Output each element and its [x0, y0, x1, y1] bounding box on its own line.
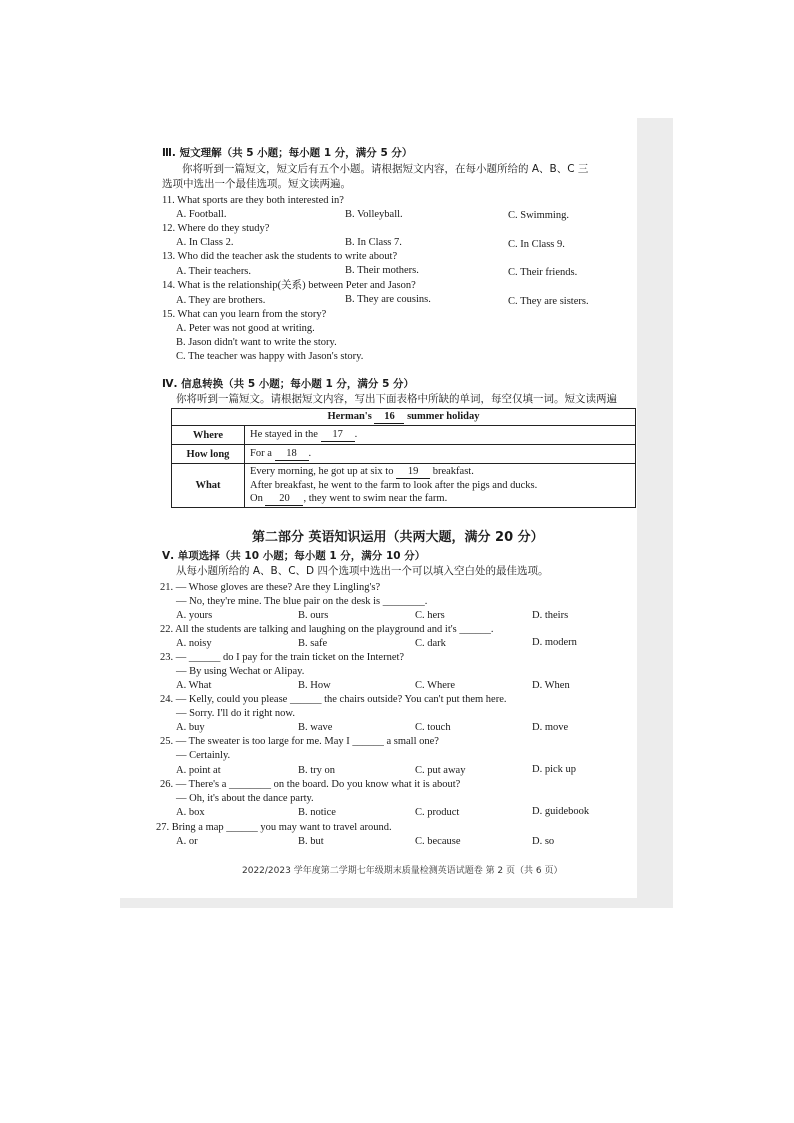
option-14-c: C. They are sisters. — [508, 296, 589, 307]
option-11-c: C. Swimming. — [508, 210, 569, 221]
row-value-how-long: For a 18 . — [245, 445, 636, 464]
question-14: 14. What is the relationship(关系) between Peter and Jason? — [162, 280, 416, 291]
row-label-where: Where — [172, 426, 245, 445]
section-3-instruction: 你将听到一篇短文，短文后有五个小题。请根据短文内容，在每小题所给的 A、B、C 三 — [182, 163, 589, 175]
row-label-what: What — [172, 464, 245, 508]
row-label-how-long: How long — [172, 445, 245, 464]
option-21-d: D. theirs — [532, 610, 569, 621]
what-line-3-post: , they went to swim near the farm. — [303, 493, 448, 504]
option-14-b: B. They are cousins. — [345, 294, 431, 305]
what-line-1 — [250, 465, 630, 479]
option-25-b: B. try on — [298, 765, 336, 776]
section-4-instruction: 你将听到一篇短文。请根据短文内容，写出下面表格中所缺的单词，每空仅填一词。短文读两遍 — [176, 393, 617, 405]
what-line-3 — [250, 492, 630, 506]
section-3-instruction-cont: 选项中选出一个最佳选项。短文读两遍。 — [162, 178, 351, 190]
question-26-reply: — Oh, it's about the dance party. — [176, 793, 314, 804]
option-27-c: C. because — [415, 836, 461, 847]
option-26-d: D. guidebook — [532, 806, 590, 817]
row-value-what — [245, 464, 636, 508]
question-21: 21. — Whose gloves are these? Are they Lingling's? — [160, 582, 381, 593]
option-26-b: B. notice — [298, 807, 336, 818]
option-21-a: A. yours — [176, 610, 213, 621]
option-15-c: C. The teacher was happy with Jason's story. — [176, 351, 364, 362]
option-26-c: C. product — [415, 807, 460, 818]
question-26: 26. — There's a ________ on the board. Do you know what it is about? — [160, 779, 461, 790]
option-25-d: D. pick up — [532, 764, 577, 775]
table-header — [172, 409, 636, 426]
option-12-a: A. In Class 2. — [176, 237, 234, 248]
option-13-c: C. Their friends. — [508, 267, 578, 278]
where-text: He stayed in the — [250, 429, 318, 440]
option-23-c: C. Where — [415, 680, 456, 691]
blank-16: 16 — [374, 410, 404, 424]
page-shadow-bottom — [120, 898, 673, 908]
what-line-1-pre: Every morning, he got up at six to — [250, 466, 394, 477]
option-12-c: C. In Class 9. — [508, 239, 565, 250]
option-22-c: C. dark — [415, 638, 446, 649]
option-23-b: B. How — [298, 680, 331, 691]
option-13-a: A. Their teachers. — [176, 266, 252, 277]
option-26-a: A. box — [176, 807, 205, 818]
option-11-a: A. Football. — [176, 209, 227, 220]
option-11-b: B. Volleyball. — [345, 209, 403, 220]
option-14-a: A. They are brothers. — [176, 295, 266, 306]
page-shadow-right — [637, 118, 673, 908]
option-23-d: D. When — [532, 680, 570, 691]
exam-page — [140, 130, 637, 898]
option-21-b: B. ours — [298, 610, 329, 621]
option-24-d: D. move — [532, 722, 569, 733]
question-11: 11. What sports are they both interested in? — [162, 195, 344, 206]
part-2-title: 第二部分 英语知识运用（共两大题，满分 20 分） — [252, 530, 544, 545]
blank-19: 19 — [396, 465, 430, 479]
question-25: 25. — The sweater is too large for me. May I ______ a small one? — [160, 736, 439, 747]
what-line-3-pre: On — [250, 493, 263, 504]
question-21-reply: — No, they're mine. The blue pair on the desk is ________. — [176, 596, 428, 607]
option-23-a: A. What — [176, 680, 212, 691]
question-13: 13. Who did the teacher ask the students to write about? — [162, 251, 398, 262]
question-15: 15. What can you learn from the story? — [162, 309, 327, 320]
row-value-where: He stayed in the 17 . — [245, 426, 636, 445]
blank-17: 17 — [321, 428, 355, 442]
option-24-b: B. wave — [298, 722, 333, 733]
section-5-title: Ⅴ. 单项选择（共 10 小题；每小题 1 分，满分 10 分） — [162, 550, 426, 562]
question-24: 24. — Kelly, could you please ______ the chairs outside? You can't put them here. — [160, 694, 507, 705]
option-21-c: C. hers — [415, 610, 445, 621]
what-line-2: After breakfast, he went to the farm to look after the pigs and ducks. — [250, 480, 538, 491]
section-4-title: Ⅳ. 信息转换（共 5 小题；每小题 1 分，满分 5 分） — [162, 378, 415, 390]
blank-18: 18 — [275, 447, 309, 461]
question-25-reply: — Certainly. — [176, 750, 231, 761]
what-line-1-post: breakfast. — [432, 466, 474, 477]
option-27-b: B. but — [298, 836, 324, 847]
option-27-a: A. or — [176, 836, 198, 847]
option-25-a: A. point at — [176, 765, 221, 776]
option-27-d: D. so — [532, 836, 555, 847]
table-header-post: summer holiday — [407, 411, 480, 422]
option-13-b: B. Their mothers. — [345, 265, 419, 276]
table-header-pre: Herman's — [327, 411, 372, 422]
blank-20: 20 — [265, 492, 303, 506]
question-27: 27. Bring a map ______ you may want to travel around. — [156, 822, 392, 833]
question-24-reply: — Sorry. I'll do it right now. — [176, 708, 295, 719]
section-5-instruction: 从每小题所给的 A、B、C、D 四个选项中选出一个可以填入空白处的最佳选项。 — [176, 565, 549, 577]
option-15-a: A. Peter was not good at writing. — [176, 323, 315, 334]
question-23: 23. — ______ do I pay for the train ticket on the Internet? — [160, 652, 405, 663]
question-12: 12. Where do they study? — [162, 223, 270, 234]
option-25-c: C. put away — [415, 765, 466, 776]
page-footer: 2022/2023 学年度第二学期七年级期末质量检测英语试题卷 第 2 页（共 6 页） — [242, 866, 563, 876]
section-3-title: Ⅲ. 短文理解（共 5 小题；每小题 1 分，满分 5 分） — [162, 147, 413, 159]
how-long-text: For a — [250, 448, 272, 459]
option-22-b: B. safe — [298, 638, 328, 649]
option-22-d: D. modern — [532, 637, 577, 648]
question-23-reply: — By using Wechat or Alipay. — [176, 666, 305, 677]
option-12-b: B. In Class 7. — [345, 237, 402, 248]
option-24-c: C. touch — [415, 722, 451, 733]
question-22: 22. All the students are talking and laughing on the playground and it's ______. — [160, 624, 494, 635]
option-22-a: A. noisy — [176, 638, 212, 649]
info-table — [171, 408, 636, 508]
option-15-b: B. Jason didn't want to write the story. — [176, 337, 337, 348]
option-24-a: A. buy — [176, 722, 205, 733]
